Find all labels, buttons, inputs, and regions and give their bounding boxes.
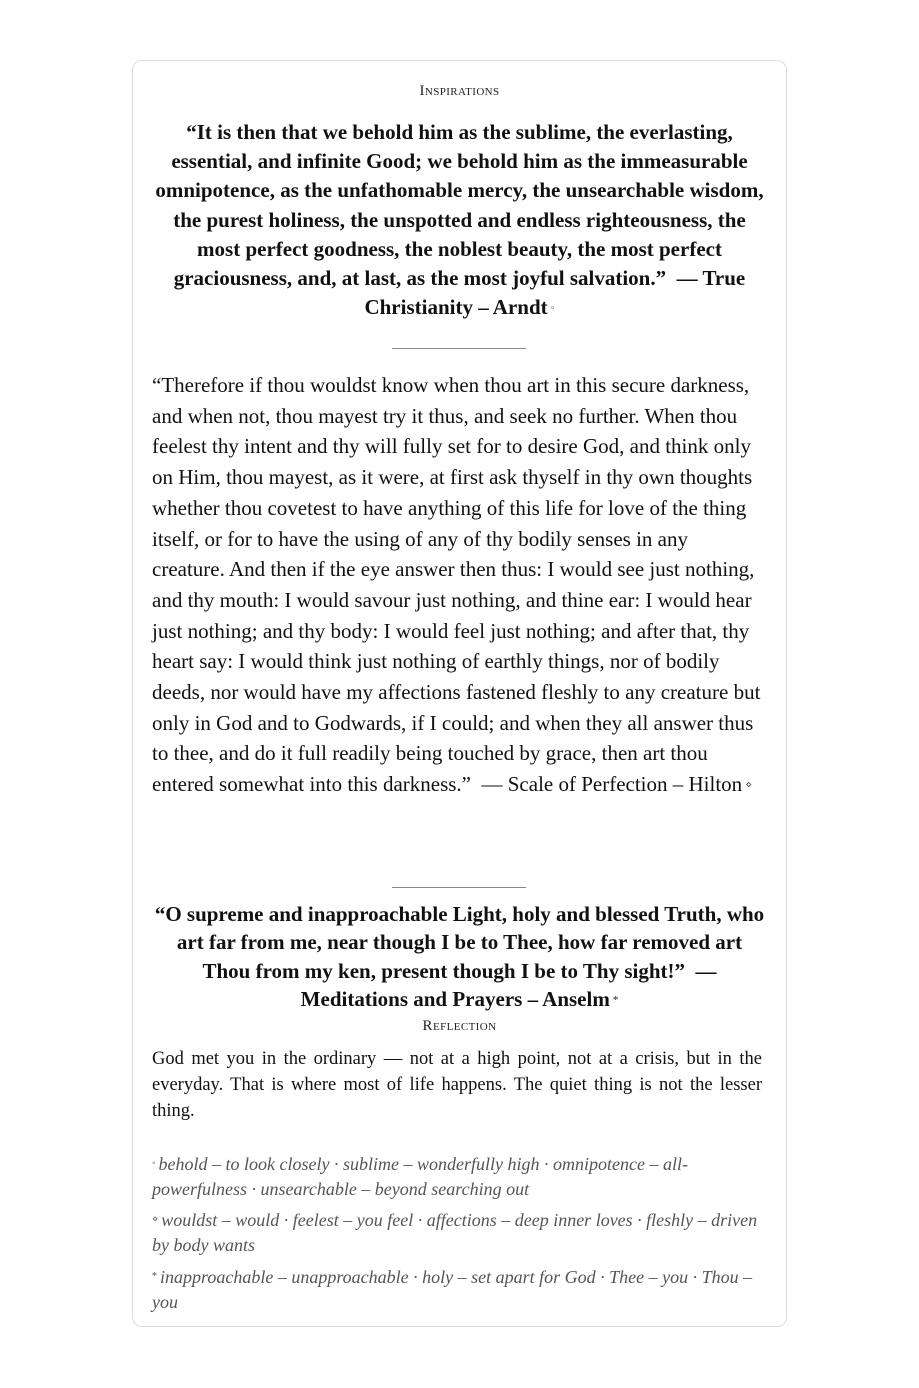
quote-source: — Meditations and Prayers – Anselm bbox=[300, 958, 717, 1012]
quote-source: — True Christianity – Arndt bbox=[364, 266, 746, 320]
footnote-marker-circle: ◦ bbox=[550, 302, 555, 315]
footnote-marker-diamond: ⋄ bbox=[152, 1214, 159, 1225]
section-heading-reflection: Reflection bbox=[422, 1018, 497, 1034]
glossary-text: wouldst – would · feelest – you feel · affections – deep inner loves · fleshly – driven by body wants bbox=[152, 1210, 758, 1255]
quote-arndt bbox=[151, 118, 768, 323]
quote-source: — Scale of Perfection – Hilton bbox=[481, 772, 743, 797]
divider bbox=[392, 887, 526, 888]
inspirations-card bbox=[132, 60, 787, 1327]
footnote-marker-diamond: ⋄ bbox=[745, 779, 753, 792]
section-heading-inspirations: Inspirations bbox=[419, 83, 500, 99]
reflection-text: God met you in the ordinary — not at a high point, not at a crisis, but in the everyday. That is where most of life happens. The quiet thing is not the lesser thing. bbox=[152, 1049, 762, 1121]
quote-text: “O supreme and inapproachable Light, holy and blessed Truth, who art far from me, near though I be to Thee, how far removed art Thou from my ken, present though I be to Thy sight!” bbox=[154, 902, 765, 983]
glossary-entry bbox=[152, 1265, 772, 1314]
quote-text: “Therefore if thou wouldst know when thou art in this secure darkness, and when not, thou mayest try it thus, and seek no further. When thou feelest thy intent and thy will fully set for to desire God, and think only on Him, thou mayest, as it were, at first ask thyself in thy own thoughts whether thou covetest to have anything of this life for love of the thing itself, or for to have the using of any of thy bodily senses in any creature. And then if the eye answer then thus: I would see just nothing, and thy mouth: I would savour just nothing, and thine ear: I would hear just nothing; and thy body: I would feel just nothing; and after that, thy heart say: I would think just nothing of earthly things, nor of bodily deeds, nor would have my affections fastened fleshly to any creature but only in God and to Godwards, if I could; and when they all answer thus to thee, and do it full readily being touched by grace, then art thou entered somewhat into this darkness.” bbox=[152, 373, 761, 797]
glossary-entry bbox=[152, 1152, 772, 1201]
footnote-marker-asterisk: * bbox=[612, 994, 619, 1007]
footnote-marker-asterisk: * bbox=[152, 1271, 157, 1282]
glossary-entry bbox=[152, 1208, 772, 1257]
quote-hilton bbox=[152, 370, 766, 801]
quote-anselm bbox=[151, 900, 768, 1015]
divider bbox=[392, 348, 526, 349]
quote-text: “It is then that we behold him as the sublime, the everlasting, essential, and infinite Good; we behold him as the immeasurable omnipotence, as the unfathomable mercy, the unsearchable wisdom, the purest holiness, the unspotted and endless righteousness, the most perfect goodness, the noblest beauty, the most perfect graciousness, and, at last, as the most joyful salvation.” bbox=[155, 120, 764, 291]
glossary-text: behold – to look closely · sublime – wonderfully high · omnipotence – all-powerfulness · unsearchable – beyond searching out bbox=[152, 1154, 688, 1199]
footnote-marker-circle: ◦ bbox=[152, 1158, 156, 1169]
glossary-text: inapproachable – unapproachable · holy – set apart for God · Thee – you · Thou – you bbox=[152, 1267, 753, 1312]
